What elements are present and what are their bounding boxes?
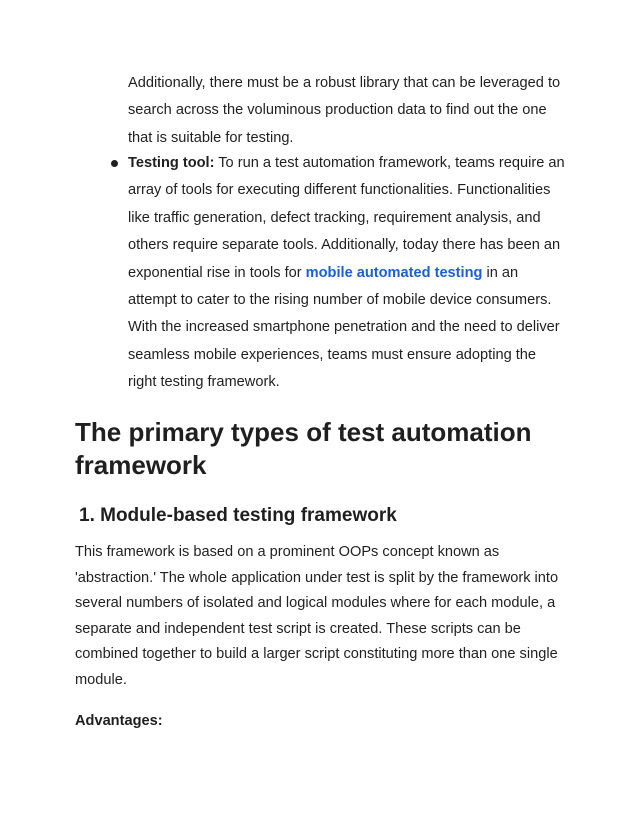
- bullet-label: Testing tool:: [128, 155, 215, 171]
- intro-paragraph: Additionally, there must be a robust library that can be leveraged to search across the voluminous production data to find out the one that is suitable for testing.: [128, 75, 561, 146]
- section-heading: The primary types of test automation framework: [75, 417, 532, 480]
- subsection-heading: 1. Module-based testing framework: [79, 505, 397, 526]
- bullet-list-item: [103, 150, 573, 397]
- bullet-text-after-link: in an attempt to cater to the rising number of mobile device consumers. With the increased smartphone penetration and the need to deliver seamless mobile experiences, teams must ensure adopting the right testing framework.: [128, 264, 560, 391]
- bullet-dot-icon: [111, 160, 118, 167]
- bullet-text-before-link: To run a test automation framework, teams require an array of tools for executing different functionalities. Functionalities like traffic generation, defect tracking, requirement analysis, and others require separate tools. Additionally, today there has been an exponential rise in tools for: [128, 155, 565, 281]
- advantages-label: Advantages:: [75, 713, 163, 729]
- bullet-paragraph: [128, 150, 568, 397]
- subsection-body-paragraph: This framework is based on a prominent OOPs concept known as 'abstraction.' The whole application under test is split by the framework into several numbers of isolated and logical modules where for each module, a separate and independent test script is created. These scripts can be combined together to build a larger script constituting more than one single module.: [75, 544, 559, 688]
- mobile-automated-testing-link[interactable]: mobile automated testing: [305, 264, 483, 281]
